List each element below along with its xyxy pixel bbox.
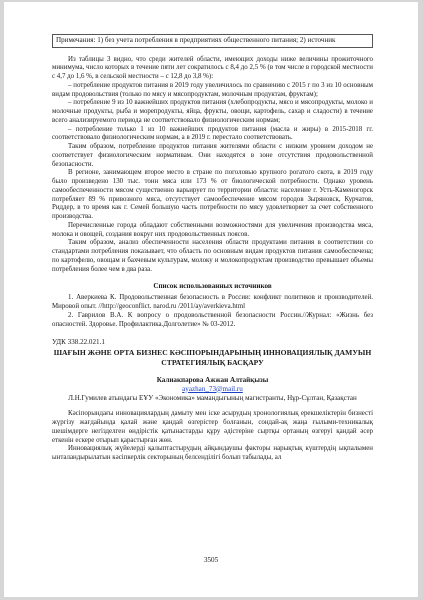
- article-title: ШАҒЫН ЖӘНЕ ОРТА БИЗНЕС КӘСІПОРЫНДАРЫНЫҢ ИННОВАЦИЯЛЫҚ ДАМУЫН СТРАТЕГИЯЛЫҚ БАСҚАРУ: [53, 348, 372, 367]
- reference-item: 2. Гаврилов В.А. К вопросу о продовольственной безопасности России.//Журнал: «Жизнь без опасностей. Здоровье. Профилактика.Долголетие» № 03-2012.: [52, 311, 373, 328]
- paragraph: – потребление продуктов питания в 2019 году увеличилось по сравнению с 2015 г по 3 из 10 основным видам продовольствия (только по мясу и мясопродуктам, молочным продуктам, фруктам);: [52, 81, 373, 98]
- udk-code: УДК 338.22.021.1: [52, 338, 105, 347]
- table-note: Примечания: 1) без учета потребления в предприятиях общественного питания; 2) источник: [52, 34, 373, 48]
- references-list: [52, 294, 373, 329]
- paragraph: Инновациялық жүйелерді қалыптастырудың айқындаушы факторы нарықтық күштердің ықпалымен ынталандырылатын кәсіпкерлік секторының белсенділігі болып табылады, ал: [52, 445, 373, 462]
- article-body: [52, 410, 373, 463]
- analysis-text: [52, 56, 373, 275]
- paragraph: – потребление только 1 из 10 важнейших продуктов питания (масла и жиры) в 2015-2018 гг. соответствовало физиологическим нормам, а в 2019 г. перестало соответствовать.: [52, 125, 373, 142]
- author-affiliation: Л.Н.Гумилев атындағы ЕҰУ «Экономика» мамандығының магистранты, Нұр-Сұлтан, Қазақстан: [68, 393, 357, 402]
- paragraph: Таким образом, анализ обеспеченности населения области продуктами питания в соответствии со стандартами потребления показывает, что область по основным видам продуктов питания самообеспечена; по картофелю, овощам и бахчевым культурам, молоку и молокопродуктам производство превышает объемы потребления более чем в два раза.: [52, 239, 373, 273]
- paragraph: Таким образом, потребление продуктов питания жителями области с низким уровнем доходом не соответствует физиологическим нормативам. Они находятся в зоне отсутствия продовольственной безопасности.: [52, 143, 373, 168]
- page-number: 3505: [203, 556, 219, 564]
- paragraph: Перечисленные города обладают собственными возможностями для увеличения производства мяса, молока и овощей, создания вокруг них продовольственных поясов.: [52, 221, 373, 238]
- author-name: Калиакпарова Ажжан Алтайқызы: [156, 375, 269, 384]
- reference-item: 1. Аверкиева К. Продовольственная безопасность в России: конфликт политиков и производителей. Мировой опыт. //http://geoconflict. narod.ru /2011/ay/averkieva.html: [52, 294, 373, 311]
- document-page: [4, 2, 418, 597]
- references-heading: Список использованных источников: [153, 282, 272, 291]
- paragraph: В регионе, занимающем второе место в стране по поголовью крупного рогатого скота, в 2019 году было произведено 130 тыс. тонн мяса или 173 % от биологической потребности. Однако уровень самообеспеченности мясом существенно варьирует по территории области: население г. Усть-Каменогорск потребляет 89 % привозного мяса, отсутствует самообеспечение мясом городов Зыряновск, Курчатов, Риддер, в то время как г. Семей большую часть потребности по мясу удовлетворяет за счет собственного производства.: [52, 169, 373, 221]
- author-email-link[interactable]: ayazhan_73@mail.ru: [182, 384, 243, 393]
- paragraph: Из таблицы 3 видно, что среди жителей области, имеющих доходы ниже величины прожиточного минимума, число которых в течение пяти лет сократилось с 8,4 до 2,5 % (в том числе в городской местности с 4,7 до 1,6 %, в сельской местности – с 12,8 до 3,8 %):: [52, 55, 373, 81]
- paragraph: – потребление 9 из 10 важнейших продуктов питания (хлебопродукты, мясо и мясопродукты, молоко и молочные продукты, рыба и морепродукты, яйца, фрукты, овощи, картофель, сахар и сладости) в течение всего анализируемого периода не соответствовало физиологическим нормам;: [52, 99, 373, 124]
- paragraph: Кәсіпорындағы инновациялардың дамыту мен іске асырудың хронологиялық ерекшеліктерін бизнесті жүргізу жағдайында қалай және қандай өзгерістер болғанын, сондай-ақ жаңа ғылыми-техникалық шешімдерге негізделген өндірістік қатынастарды құру әдістеріне сыртқы ортаның өзгеруі қандай әсер еткенін ескере отырып қарастырған жөн.: [52, 410, 373, 444]
